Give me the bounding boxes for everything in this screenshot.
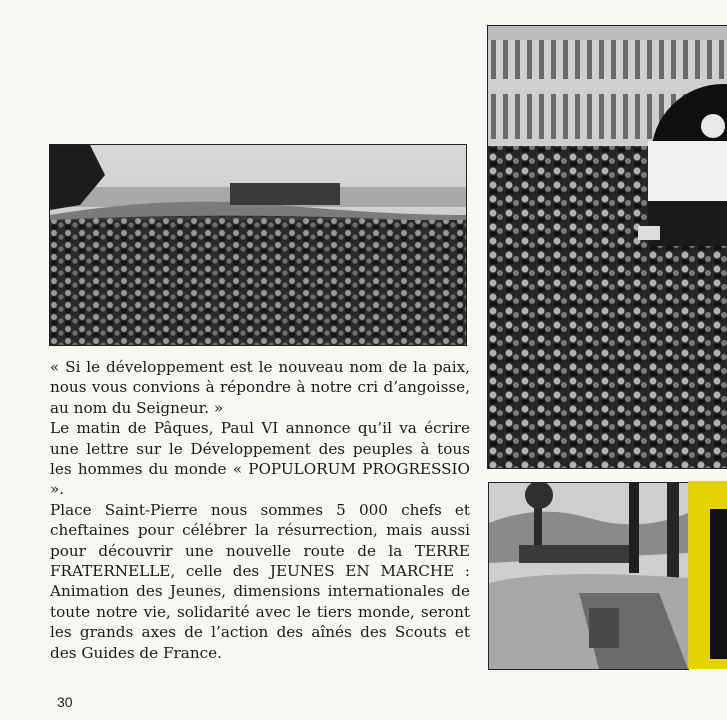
black-block — [710, 509, 727, 659]
easter-paragraph: Le matin de Pâques, Paul VI annonce qu’il va écrire une lettre sur le Développement des peuples à tous les hommes du monde « POPULORUM PROGRESSIO ». — [50, 419, 470, 499]
quote-paragraph: « Si le développement est le nouveau nom de la paix, nous vous convions à répondre à notre cri d’angoisse, au nom du Seigneur. » — [50, 358, 470, 417]
crowd-field-image — [50, 145, 466, 345]
photo-procession-road — [488, 482, 689, 670]
photo-saint-peter-square-crowd — [487, 25, 727, 469]
page-number: 30 — [57, 694, 73, 710]
saint-pierre-paragraph: Place Saint-Pierre nous sommes 5 000 chefs et cheftaines pour célébrer la résurrection, mais aussi pour découvrir une nouvelle route de la TERRE FRATERNELLE, celle des JEUNES EN MARCHE : Animation des Jeunes, dimensions internationales de toute notre vie, solidarité avec le tiers monde, seront les grands axes de l’action des aînés des Scouts et des Guides de France. — [50, 500, 470, 662]
procession-image — [489, 483, 688, 669]
caption-text-column — [50, 357, 470, 663]
square-crowd-image — [488, 26, 727, 468]
photo-crowd-in-field — [49, 144, 467, 346]
yellow-accent-panel — [688, 481, 727, 669]
